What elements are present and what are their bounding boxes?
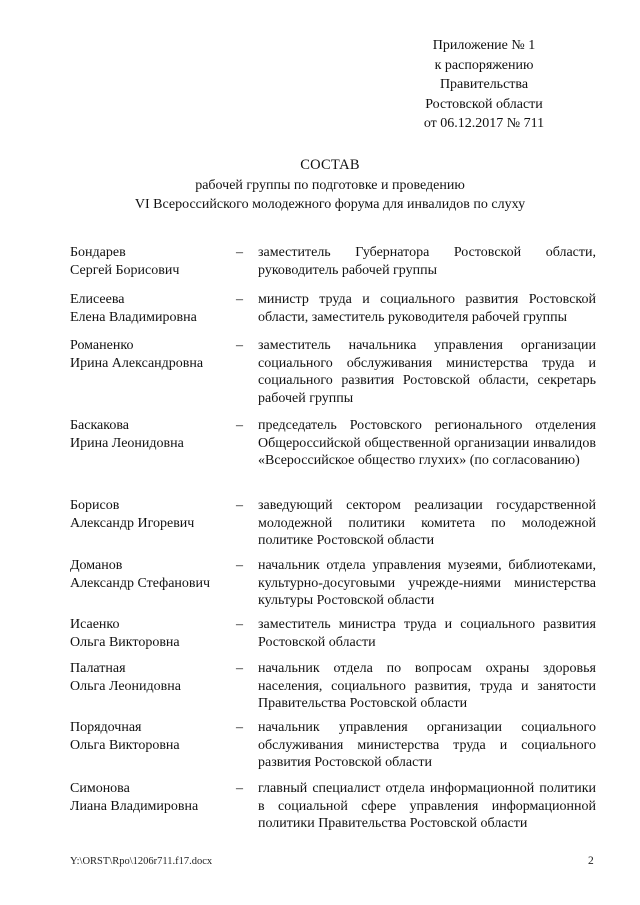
member-given-name: Александр Игоревич — [70, 515, 195, 531]
member-surname: Бондарев — [70, 245, 126, 260]
member-role: главный специалист отдела информационной политики в социальной сфере управления информационной политики Правительства Ростовской области — [258, 781, 596, 832]
member-role: начальник управления организации социального обслуживания министерства труда и социального развития Ростовской области — [258, 720, 596, 771]
member-role: председатель Ростовского регионального отделения Общероссийской общественной организации инвалидов «Всероссийское общество глухих» (по согласованию) — [258, 418, 596, 469]
member-name — [70, 291, 230, 326]
title-heading: СОСТАВ — [300, 157, 360, 173]
separator-dash: – — [236, 338, 243, 353]
member-name — [70, 337, 230, 372]
member-surname: Доманов — [70, 558, 123, 573]
page-number: 2 — [588, 855, 594, 867]
member-given-name: Ирина Леонидовна — [70, 435, 184, 451]
member-role: начальник отдела управления музеями, библиотеками, культурно-досуговыми учрежде-ниями министерства культуры Ростовской области — [258, 558, 596, 609]
member-name — [70, 719, 230, 754]
appendix-line: к распоряжению — [434, 57, 534, 73]
member-surname: Баскакова — [70, 418, 130, 433]
separator-dash: – — [236, 617, 243, 632]
member-name — [70, 780, 230, 815]
member-name — [70, 244, 230, 279]
member-given-name: Ольга Леонидовна — [70, 678, 181, 694]
member-given-name: Сергей Борисович — [70, 262, 180, 278]
separator-dash: – — [236, 781, 243, 796]
member-role: заместитель Губернатора Ростовской области, руководитель рабочей группы — [258, 245, 596, 278]
member-role: заместитель министра труда и социального развития Ростовской области — [258, 617, 596, 650]
member-given-name: Ирина Александровна — [70, 355, 204, 371]
separator-dash: – — [236, 245, 243, 260]
appendix-line: Ростовской области — [425, 96, 543, 112]
member-role: заместитель начальника управления организации социального обслуживания министерства труда и социального развития Ростовской области, секретарь рабочей группы — [258, 338, 596, 406]
member-given-name: Александр Стефанович — [70, 575, 211, 591]
member-name — [70, 417, 230, 452]
title-subtitle: VI Всероссийского молодежного форума для инвалидов по слуху — [134, 197, 526, 212]
member-surname: Исаенко — [70, 617, 120, 632]
member-role: заведующий сектором реализации государственной молодежной политики комитета по молодежной политике Ростовской области — [258, 498, 596, 549]
member-name — [70, 660, 230, 695]
appendix-date: от 06.12.2017 № 711 — [423, 116, 545, 131]
separator-dash: – — [236, 498, 243, 513]
member-surname: Елисеева — [70, 292, 125, 307]
member-role: начальник отдела по вопросам охраны здоровья населения, социального развития, труда и занятости Правительства Ростовской области — [258, 661, 596, 712]
member-name — [70, 557, 230, 592]
separator-dash: – — [236, 418, 243, 433]
appendix-line: Правительства — [439, 77, 529, 92]
separator-dash: – — [236, 720, 243, 735]
member-surname: Палатная — [70, 661, 126, 676]
member-name — [70, 497, 230, 532]
file-path-footer: Y:\ORST\Rpo\1206r711.f17.docx — [70, 856, 213, 867]
member-surname: Романенко — [70, 338, 134, 353]
member-surname: Симонова — [70, 781, 130, 796]
separator-dash: – — [236, 292, 243, 307]
title-subtitle: рабочей группы по подготовке и проведению — [195, 177, 465, 193]
member-surname: Борисов — [70, 498, 120, 513]
member-given-name: Ольга Викторовна — [70, 737, 180, 753]
document-title — [60, 156, 600, 215]
appendix-line: Приложение № 1 — [432, 38, 536, 53]
member-name — [70, 616, 230, 651]
separator-dash: – — [236, 661, 243, 676]
member-given-name: Елена Владимировна — [70, 309, 197, 325]
member-surname: Порядочная — [70, 720, 142, 735]
appendix-header — [400, 36, 568, 134]
separator-dash: – — [236, 558, 243, 573]
member-given-name: Ольга Викторовна — [70, 634, 180, 650]
member-role: министр труда и социального развития Ростовской области, заместитель руководителя рабочей группы — [258, 292, 596, 325]
member-given-name: Лиана Владимировна — [70, 798, 199, 814]
